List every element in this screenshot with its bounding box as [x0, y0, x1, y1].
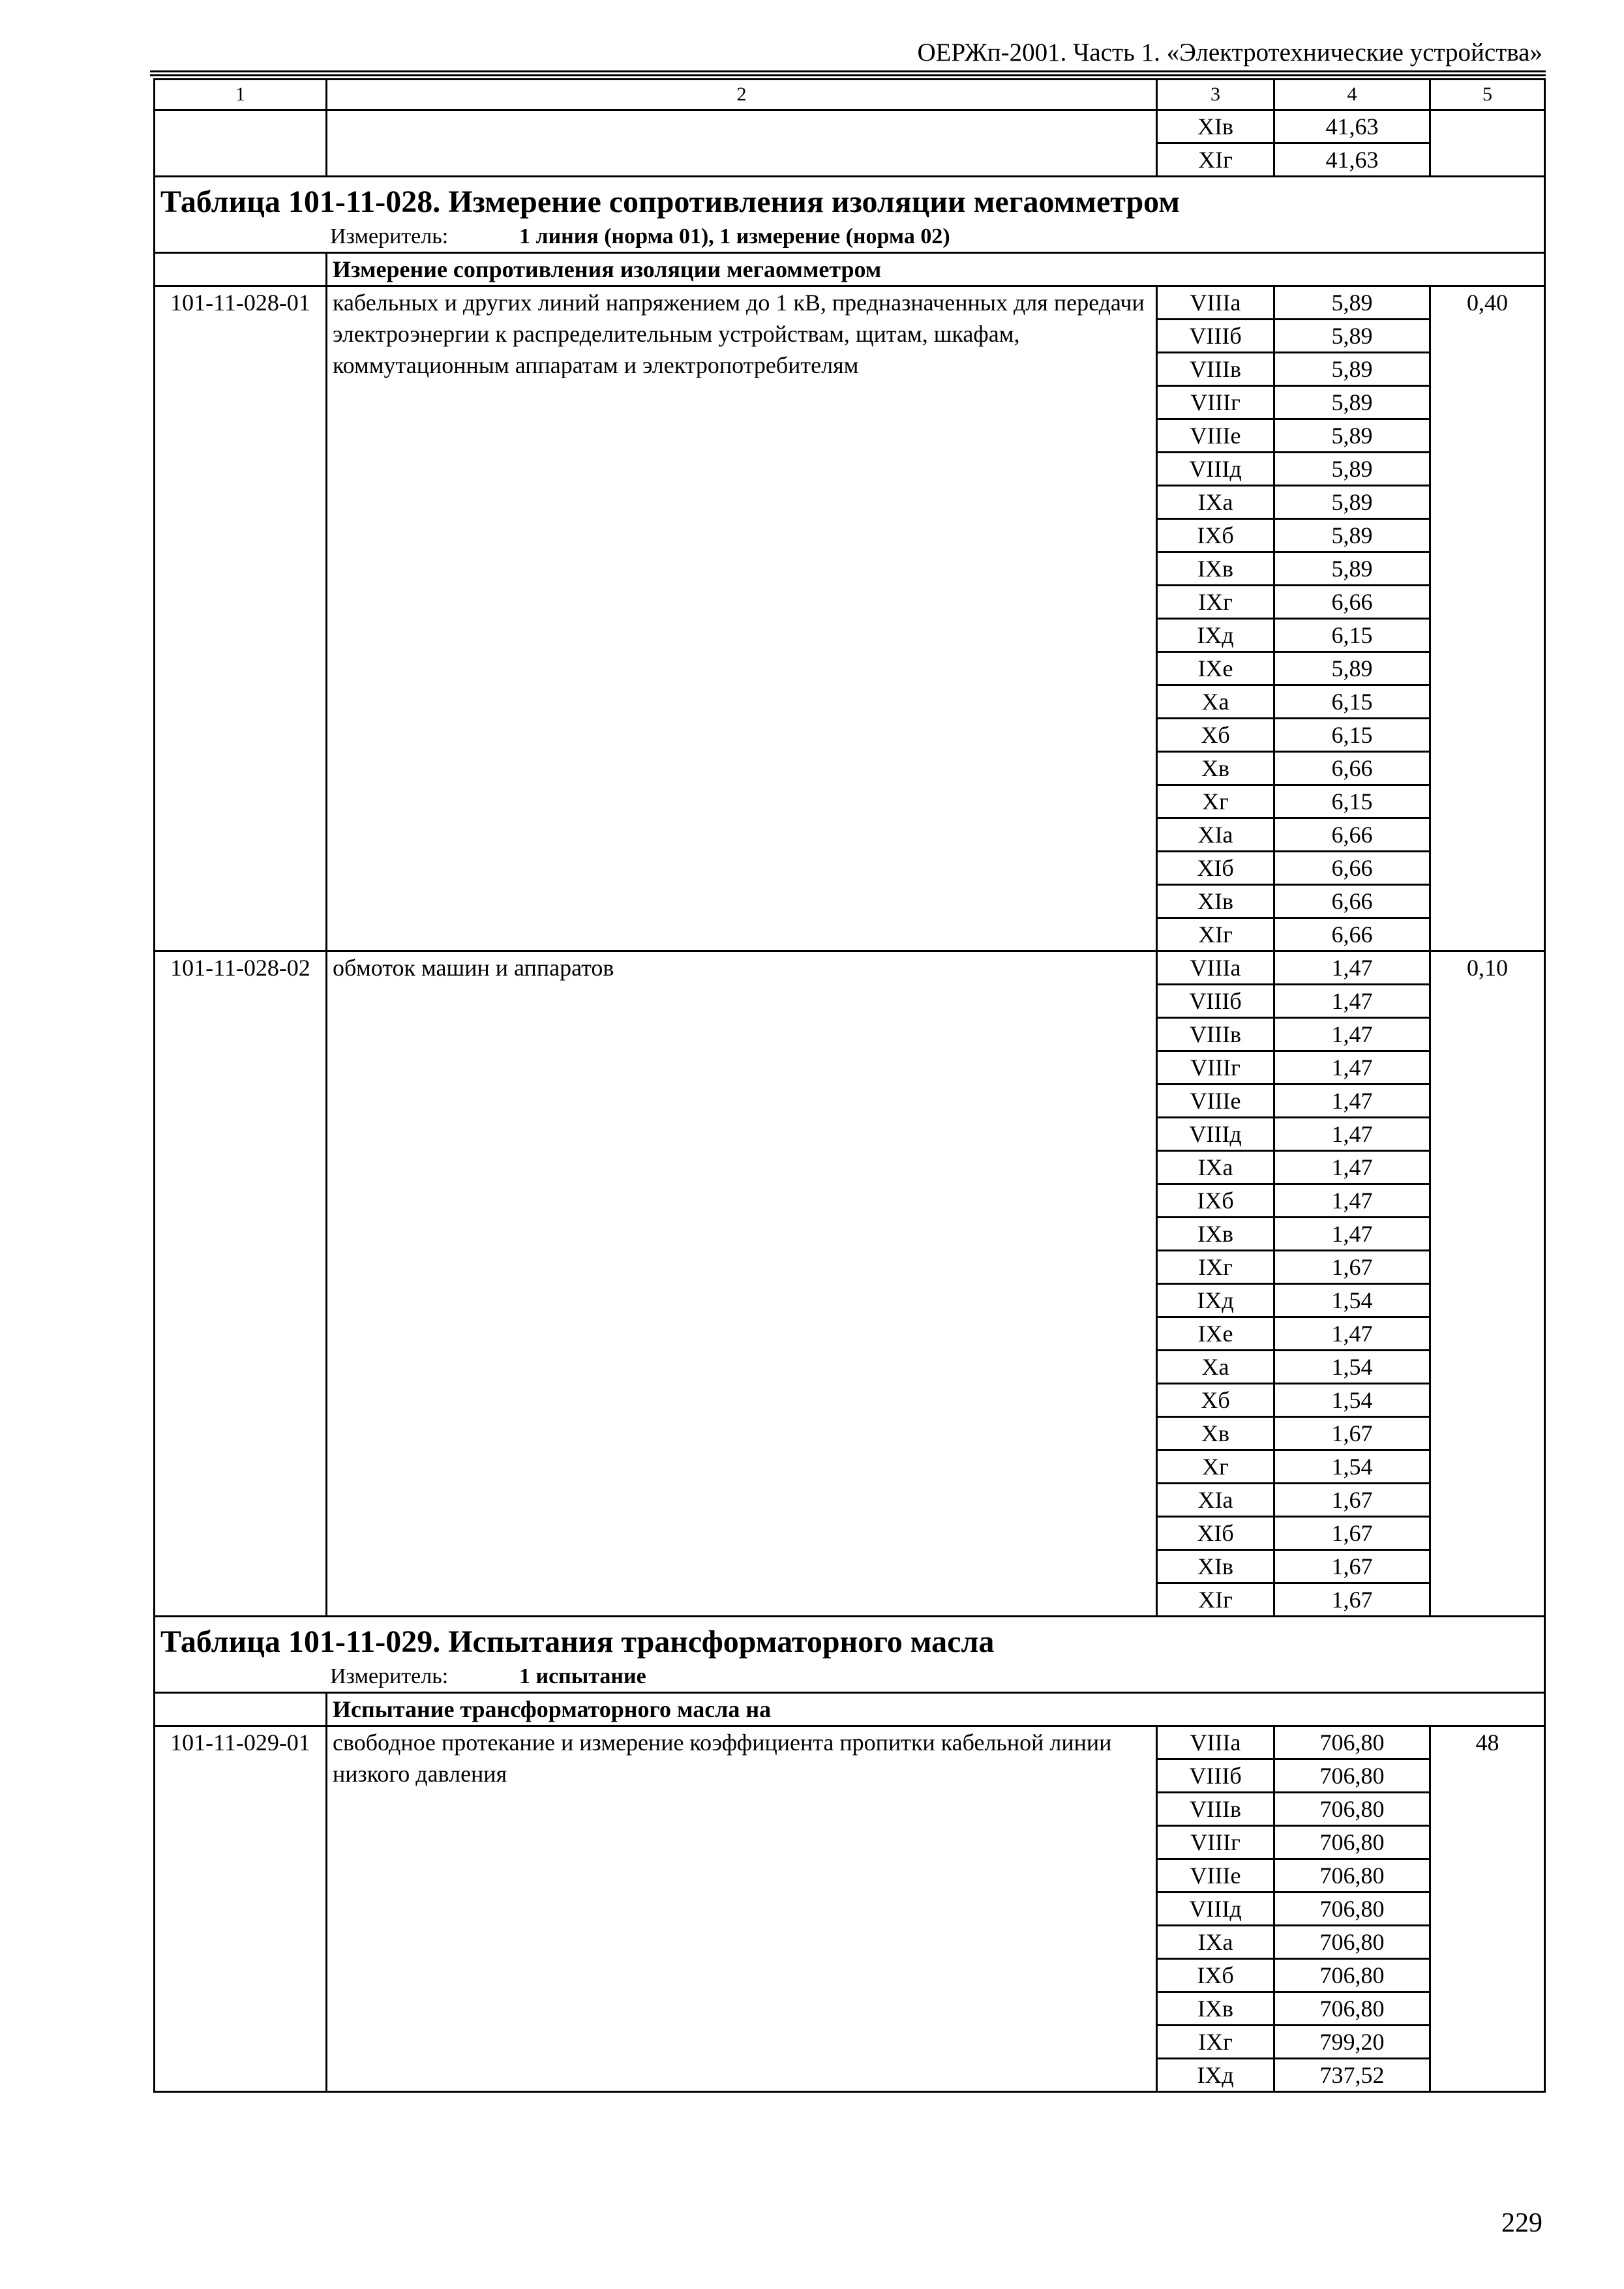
- column-number: 2: [327, 80, 1157, 110]
- price-value: 6,15: [1274, 685, 1430, 719]
- price-value: 6,15: [1274, 619, 1430, 652]
- zone-code: VIIIа: [1157, 1726, 1274, 1759]
- section-heading: Измерение сопротивления изоляции мегаомметром: [327, 253, 1545, 286]
- price-value: 1,67: [1274, 1417, 1430, 1450]
- price-value: 5,89: [1274, 353, 1430, 386]
- price-value: 5,89: [1274, 552, 1430, 586]
- column-number: 5: [1430, 80, 1545, 110]
- zone-code: IXа: [1157, 486, 1274, 519]
- zone-code: VIIIб: [1157, 985, 1274, 1018]
- zone-code: IXв: [1157, 1218, 1274, 1251]
- zone-code: XIб: [1157, 1517, 1274, 1550]
- extra-value-cell: [1430, 110, 1545, 177]
- column-number: 3: [1157, 80, 1274, 110]
- item-description: обмоток машин и аппаратов: [327, 951, 1157, 1617]
- zone-code: Xг: [1157, 1450, 1274, 1484]
- price-value: 5,89: [1274, 386, 1430, 419]
- zone-code: XIа: [1157, 818, 1274, 852]
- section-heading: Испытание трансформаторного масла на: [327, 1693, 1545, 1726]
- zone-code: IXв: [1157, 552, 1274, 586]
- meter-label: Измеритель:: [330, 224, 449, 248]
- table-title-cell: [155, 177, 1545, 253]
- section-spacer: [155, 1693, 327, 1726]
- price-value: 706,80: [1274, 1759, 1430, 1793]
- section-row: [155, 1693, 1545, 1726]
- price-value: 1,67: [1274, 1583, 1430, 1617]
- table-title: Таблица 101-11-028. Измерение сопротивления изоляции мегаомметром: [160, 185, 1180, 219]
- price-value: 799,20: [1274, 2026, 1430, 2059]
- item-id: 101-11-029-01: [155, 1726, 327, 2092]
- price-value: 706,80: [1274, 1926, 1430, 1959]
- zone-code: IXд: [1157, 1284, 1274, 1317]
- zone-code: VIIIв: [1157, 353, 1274, 386]
- price-value: 1,47: [1274, 1184, 1430, 1218]
- zone-code: VIIIв: [1157, 1793, 1274, 1826]
- zone-code: IXб: [1157, 1959, 1274, 1992]
- zone-code: IXг: [1157, 586, 1274, 619]
- zone-code: VIIIд: [1157, 1118, 1274, 1151]
- price-value: 6,15: [1274, 719, 1430, 752]
- meter-line: [160, 1662, 1539, 1692]
- price-value: 1,47: [1274, 1151, 1430, 1184]
- price-value: 1,54: [1274, 1384, 1430, 1417]
- extra-value: 0,10: [1430, 951, 1545, 1617]
- price-value: 5,89: [1274, 486, 1430, 519]
- price-value: 1,54: [1274, 1284, 1430, 1317]
- price-value: 1,54: [1274, 1450, 1430, 1484]
- zone-code: VIIIд: [1157, 1893, 1274, 1926]
- zone-code: IXе: [1157, 652, 1274, 685]
- zone-code: Xа: [1157, 1351, 1274, 1384]
- zone-code: XIг: [1157, 918, 1274, 951]
- price-value: 5,89: [1274, 419, 1430, 453]
- zone-code: VIIIд: [1157, 453, 1274, 486]
- zone-code: XIг: [1157, 143, 1274, 177]
- price-value: 1,67: [1274, 1517, 1430, 1550]
- item-description: свободное протекание и измерение коэффициента пропитки кабельной линии низкого давления: [327, 1726, 1157, 2092]
- carryover-row: [155, 110, 1545, 143]
- price-value: 706,80: [1274, 1859, 1430, 1893]
- header-rule: [150, 70, 1546, 72]
- zone-code: Xб: [1157, 1384, 1274, 1417]
- meter-line: [160, 222, 1539, 252]
- zone-code: XIв: [1157, 110, 1274, 143]
- zone-code: Xв: [1157, 752, 1274, 785]
- zone-code: VIIIа: [1157, 286, 1274, 320]
- price-value: 5,89: [1274, 320, 1430, 353]
- zone-code: VIIIа: [1157, 951, 1274, 985]
- table-title-row: [155, 177, 1545, 253]
- price-value: 1,67: [1274, 1251, 1430, 1284]
- price-value: 6,66: [1274, 918, 1430, 951]
- column-number: 4: [1274, 80, 1430, 110]
- price-value: 6,66: [1274, 885, 1430, 918]
- item-id: 101-11-028-01: [155, 286, 327, 951]
- running-header: ОЕРЖп-2001. Часть 1. «Электротехнические устройства»: [917, 38, 1542, 67]
- item-id: 101-11-028-02: [155, 951, 327, 1617]
- price-value: 5,89: [1274, 453, 1430, 486]
- zone-code: VIIIе: [1157, 1859, 1274, 1893]
- header-rule-second: [150, 74, 1546, 76]
- zone-code: VIIIб: [1157, 1759, 1274, 1793]
- extra-value: 48: [1430, 1726, 1545, 2092]
- price-value: 41,63: [1274, 110, 1430, 143]
- zone-code: IXг: [1157, 1251, 1274, 1284]
- table-row: [155, 286, 1545, 320]
- zone-code: Xв: [1157, 1417, 1274, 1450]
- price-value: 1,47: [1274, 1218, 1430, 1251]
- zone-code: XIг: [1157, 1583, 1274, 1617]
- price-value: 1,47: [1274, 1317, 1430, 1351]
- zone-code: IXд: [1157, 619, 1274, 652]
- price-value: 6,66: [1274, 752, 1430, 785]
- price-value: 6,15: [1274, 785, 1430, 818]
- zone-code: XIа: [1157, 1484, 1274, 1517]
- extra-value: 0,40: [1430, 286, 1545, 951]
- meter-value: 1 линия (норма 01), 1 измерение (норма 02): [519, 224, 950, 248]
- item-description-cell: [327, 110, 1157, 177]
- price-value: 1,47: [1274, 1085, 1430, 1118]
- zone-code: IXд: [1157, 2059, 1274, 2092]
- zone-code: XIв: [1157, 885, 1274, 918]
- page-number: 229: [1501, 2208, 1542, 2238]
- zone-code: IXа: [1157, 1926, 1274, 1959]
- zone-code: Xб: [1157, 719, 1274, 752]
- price-value: 6,66: [1274, 818, 1430, 852]
- price-value: 1,47: [1274, 1051, 1430, 1085]
- zone-code: Xг: [1157, 785, 1274, 818]
- item-description: кабельных и других линий напряжением до 1 кВ, предназначенных для передачи электроэнергии к распределительным устройствам, щитам, шкафам, коммутационным аппаратам и электропотребителям: [327, 286, 1157, 951]
- zone-code: IXг: [1157, 2026, 1274, 2059]
- meter-label: Измеритель:: [330, 1664, 449, 1688]
- zone-code: IXе: [1157, 1317, 1274, 1351]
- estimate-table: [153, 78, 1546, 2093]
- price-value: 6,66: [1274, 586, 1430, 619]
- meter-value: 1 испытание: [519, 1664, 646, 1688]
- table-title-row: [155, 1617, 1545, 1693]
- price-value: 1,67: [1274, 1484, 1430, 1517]
- table-row: [155, 1726, 1545, 1759]
- zone-code: XIб: [1157, 852, 1274, 885]
- price-value: 5,89: [1274, 519, 1430, 552]
- table-title: Таблица 101-11-029. Испытания трансформаторного масла: [160, 1624, 995, 1659]
- price-value: 706,80: [1274, 1826, 1430, 1859]
- table-row: [155, 951, 1545, 985]
- price-value: 5,89: [1274, 652, 1430, 685]
- zone-code: VIIIв: [1157, 1018, 1274, 1051]
- zone-code: Xа: [1157, 685, 1274, 719]
- price-value: 1,47: [1274, 1018, 1430, 1051]
- price-value: 706,80: [1274, 1893, 1430, 1926]
- section-row: [155, 253, 1545, 286]
- zone-code: VIIIг: [1157, 386, 1274, 419]
- price-value: 41,63: [1274, 143, 1430, 177]
- price-value: 1,67: [1274, 1550, 1430, 1583]
- price-value: 1,47: [1274, 1118, 1430, 1151]
- column-number-row: [155, 80, 1545, 110]
- zone-code: IXб: [1157, 1184, 1274, 1218]
- price-value: 737,52: [1274, 2059, 1430, 2092]
- price-value: 1,47: [1274, 951, 1430, 985]
- column-number: 1: [155, 80, 327, 110]
- zone-code: VIIIе: [1157, 1085, 1274, 1118]
- zone-code: VIIIе: [1157, 419, 1274, 453]
- zone-code: VIIIг: [1157, 1826, 1274, 1859]
- price-value: 706,80: [1274, 1959, 1430, 1992]
- section-spacer: [155, 253, 327, 286]
- price-value: 1,54: [1274, 1351, 1430, 1384]
- item-id-cell: [155, 110, 327, 177]
- table-title-cell: [155, 1617, 1545, 1693]
- zone-code: IXб: [1157, 519, 1274, 552]
- price-value: 706,80: [1274, 1726, 1430, 1759]
- price-value: 706,80: [1274, 1793, 1430, 1826]
- zone-code: IXа: [1157, 1151, 1274, 1184]
- zone-code: IXв: [1157, 1992, 1274, 2026]
- zone-code: XIв: [1157, 1550, 1274, 1583]
- price-value: 5,89: [1274, 286, 1430, 320]
- zone-code: VIIIг: [1157, 1051, 1274, 1085]
- zone-code: VIIIб: [1157, 320, 1274, 353]
- price-value: 1,47: [1274, 985, 1430, 1018]
- price-value: 6,66: [1274, 852, 1430, 885]
- price-value: 706,80: [1274, 1992, 1430, 2026]
